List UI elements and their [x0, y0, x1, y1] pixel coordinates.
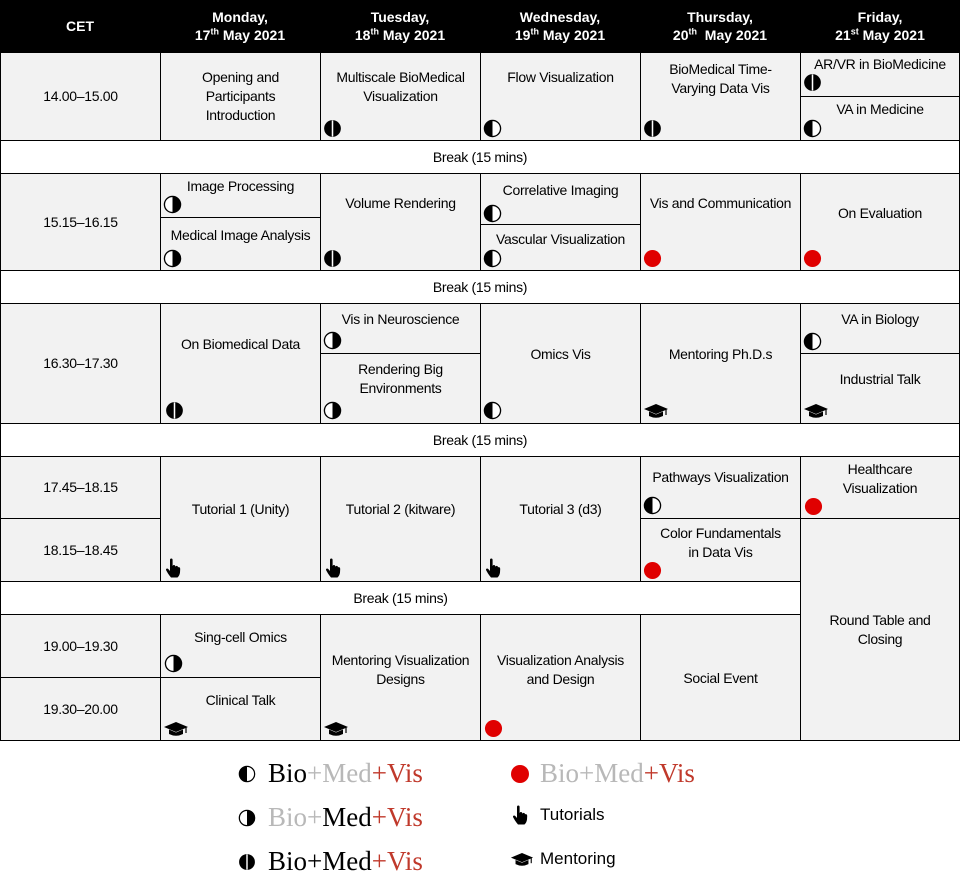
header-corner: [0, 0, 160, 52]
med-vis-half-icon: [164, 654, 183, 673]
vis-red-dot-icon: [804, 497, 823, 516]
legend-med-vis: Bio+Med+Vis: [238, 802, 423, 833]
bio-med-vis-black-icon: [165, 401, 184, 420]
graduation-cap-icon: [803, 403, 829, 419]
session-mon-biomedical-data: On Biomedical Data: [160, 303, 321, 424]
pointing-hand-icon: [485, 558, 501, 578]
session-mon-tutorial1: Tutorial 1 (Unity): [160, 456, 321, 582]
session-fri-industrial: Industrial Talk: [800, 353, 960, 424]
header-day-friday: Friday, 21st May 2021: [800, 0, 960, 52]
session-fri-va-medicine: VA in Medicine: [800, 96, 960, 141]
graduation-cap-icon: [323, 721, 349, 737]
session-wed-tutorial3: Tutorial 3 (d3): [480, 456, 641, 582]
pointing-hand-icon: [165, 558, 181, 578]
session-thu-pathways: Pathways Visualization: [640, 456, 801, 519]
session-thu-social: Social Event: [640, 614, 801, 741]
session-wed-correlative: Correlative Imaging: [480, 173, 641, 225]
session-tue-volume: Volume Rendering: [320, 173, 481, 271]
session-fri-round-table: Round Table and Closing: [800, 518, 960, 741]
bio-vis-half-icon: [483, 204, 502, 223]
bio-vis-half-icon: [238, 765, 256, 783]
session-thu-mentoring-phd: Mentoring Ph.D.s: [640, 303, 801, 424]
vis-red-dot-icon: [643, 561, 662, 580]
pointing-hand-icon: [325, 558, 341, 578]
session-mon-singcell: Sing-cell Omics: [160, 614, 321, 678]
break-row: Break (15 mins): [0, 270, 960, 304]
time-slot: 18.15–18.45: [0, 518, 161, 582]
med-vis-half-icon: [163, 195, 182, 214]
time-slot: 14.00–15.00: [0, 52, 161, 141]
header-day-wednesday: Wednesday, 19th May 2021: [480, 0, 640, 52]
session-wed-omics: Omics Vis: [480, 303, 641, 424]
time-slot: 16.30–17.30: [0, 303, 161, 424]
med-vis-half-icon: [163, 249, 182, 268]
vis-red-dot-icon: [510, 764, 530, 784]
time-slot: 15.15–16.15: [0, 173, 161, 271]
bio-vis-half-icon: [803, 332, 822, 351]
legend-bio-med-vis: Bio+Med+Vis: [238, 846, 423, 872]
session-thu-timevarying: BioMedical Time- Varying Data Vis: [640, 52, 801, 141]
vis-red-dot-icon: [803, 249, 822, 268]
bio-vis-half-icon: [483, 401, 502, 420]
graduation-cap-icon: [510, 852, 534, 867]
session-mon-medical-image: Medical Image Analysis: [160, 217, 321, 271]
time-slot: 19.30–20.00: [0, 677, 161, 741]
bio-vis-half-icon: [643, 496, 662, 515]
med-vis-half-icon: [238, 809, 256, 827]
bio-vis-half-icon: [483, 249, 502, 268]
bio-med-vis-black-icon: [323, 119, 342, 138]
bio-vis-half-icon: [803, 119, 822, 138]
session-tue-tutorial2: Tutorial 2 (kitware): [320, 456, 481, 582]
vis-red-dot-icon: [643, 249, 662, 268]
legend-tutorials: Tutorials: [512, 805, 605, 825]
time-slot: 19.00–19.30: [0, 614, 161, 678]
session-fri-arvr: AR/VR in BioMedicine: [800, 52, 960, 97]
med-vis-half-icon: [323, 331, 342, 350]
session-mon-clinical: Clinical Talk: [160, 677, 321, 741]
session-fri-evaluation: On Evaluation: [800, 173, 960, 271]
bio-vis-half-icon: [483, 119, 502, 138]
bio-med-vis-black-icon: [643, 119, 662, 138]
session-tue-mentoring-vis: Mentoring Visualization Designs: [320, 614, 481, 741]
session-thu-vis-comm: Vis and Communication: [640, 173, 801, 271]
pointing-hand-icon: [512, 805, 528, 825]
bio-med-vis-black-icon: [238, 853, 256, 871]
session-fri-va-biology: VA in Biology: [800, 303, 960, 354]
session-thu-color: Color Fundamentals in Data Vis: [640, 518, 801, 582]
session-mon-image-processing: Image Processing: [160, 173, 321, 218]
legend-mentoring: Mentoring: [510, 849, 616, 869]
break-row: Break (15 mins): [0, 140, 960, 174]
break-row: Break (15 mins): [0, 581, 801, 615]
header-day-tuesday: Tuesday, 18th May 2021: [320, 0, 480, 52]
session-wed-vis-analysis: Visualization Analysis and Design: [480, 614, 641, 741]
graduation-cap-icon: [163, 721, 189, 737]
session-wed-vascular: Vascular Visualization: [480, 224, 641, 271]
session-mon-opening: Opening and Participants Introduction: [160, 52, 321, 141]
session-tue-big-env: Rendering Big Environments: [320, 353, 481, 424]
bio-med-vis-black-icon: [803, 73, 822, 92]
header-cet: CET: [66, 18, 94, 34]
time-slot: 17.45–18.15: [0, 456, 161, 519]
legend-vis-only: Bio+Med+Vis: [510, 758, 695, 789]
session-wed-flow: Flow Visualization: [480, 52, 641, 141]
header-day-thursday: Thursday, 20th May 2021: [640, 0, 800, 52]
med-vis-half-icon: [323, 401, 342, 420]
break-row: Break (15 mins): [0, 423, 960, 457]
legend-bio-vis: Bio+Med+Vis: [238, 758, 423, 789]
header-day-monday: Monday, 17th May 2021: [160, 0, 320, 52]
session-fri-healthcare: Healthcare Visualization: [800, 456, 960, 519]
vis-red-dot-icon: [484, 719, 503, 738]
session-tue-multiscale: Multiscale BioMedical Visualization: [320, 52, 481, 141]
legend: [0, 741, 960, 872]
session-tue-neuroscience: Vis in Neuroscience: [320, 303, 481, 354]
bio-med-vis-black-icon: [323, 249, 342, 268]
graduation-cap-icon: [643, 403, 669, 419]
